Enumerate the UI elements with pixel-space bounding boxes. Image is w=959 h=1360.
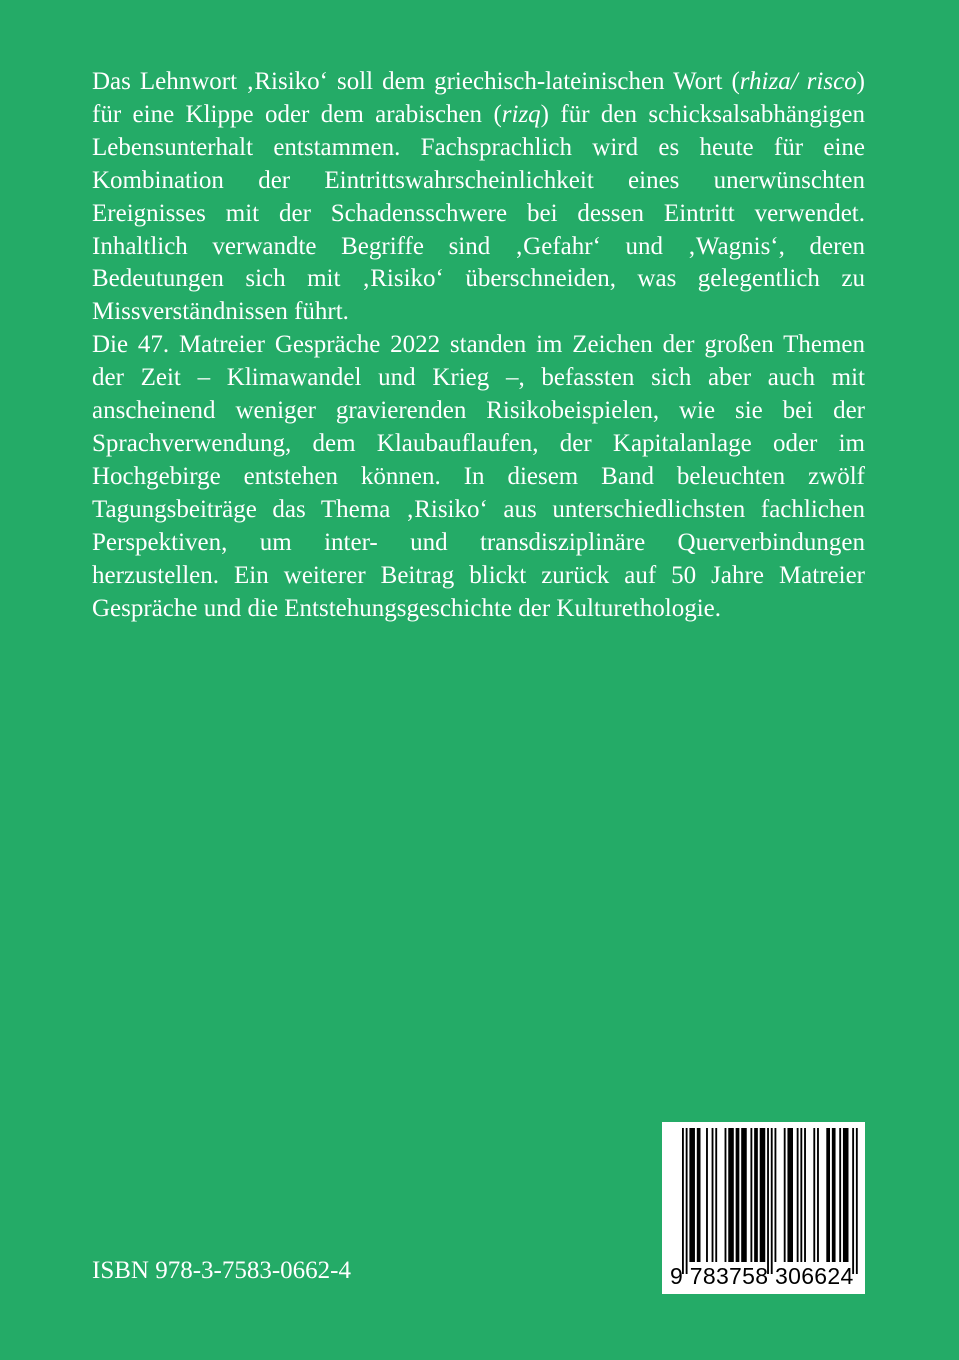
barcode-bar — [826, 1128, 830, 1262]
barcode-bar — [760, 1128, 766, 1262]
isbn-label: ISBN 978-3-7583-0662-4 — [92, 1257, 352, 1284]
barcode-bar — [852, 1128, 854, 1274]
barcode-bar — [771, 1128, 773, 1274]
barcode-bar — [712, 1128, 714, 1262]
barcode-digits: 9 783758 306624 — [670, 1263, 854, 1289]
barcode-bar — [787, 1128, 793, 1262]
barcode-bar — [832, 1128, 836, 1262]
barcode — [662, 1122, 865, 1294]
barcode-bar — [689, 1128, 695, 1262]
blurb-paragraph-1 — [92, 66, 865, 329]
barcode-bar — [804, 1128, 806, 1262]
barcode-bar — [856, 1128, 858, 1274]
blurb-text: ) für den schicksalsabhängigen Lebensunterhalt entstammen. Fachsprachlich wird es heute für eine Kombination der Eintrittswahrscheinlichkeit eines unerwünschten Ereignisses mit der Schadensschwere bei dessen Eintritt verwendet. Inhaltlich verwandte Begriffe sind ‚Gefahr‘ und ‚Wagnis‘, deren Bedeutungen sich mit ‚Risiko‘ überschneiden, was gelegentlich zu Missverständnissen führt. — [92, 100, 865, 326]
blurb-text: ) für eine Klippe oder dem arabischen ( — [92, 68, 865, 128]
barcode-bar — [725, 1128, 727, 1262]
back-cover-blurb — [92, 66, 865, 625]
barcode-bar — [797, 1128, 799, 1262]
barcode-bar — [839, 1128, 841, 1262]
barcode-bar — [767, 1128, 769, 1274]
barcode-bar — [697, 1128, 701, 1262]
barcode-bar — [813, 1128, 815, 1262]
barcode-bar — [754, 1128, 758, 1262]
barcode-bar — [728, 1128, 734, 1262]
barcode-bar — [784, 1128, 786, 1262]
barcode-bar — [682, 1128, 684, 1274]
barcode-bar — [843, 1128, 849, 1262]
blurb-text: Das Lehnwort ‚Risiko‘ soll dem griechisch-lateinischen Wort ( — [92, 68, 740, 95]
blurb-italic-term: rizq — [501, 100, 541, 128]
barcode-bar — [800, 1128, 802, 1262]
barcode-bar — [817, 1128, 819, 1262]
barcode-bar — [715, 1128, 717, 1262]
barcode-bar — [736, 1128, 740, 1262]
blurb-paragraph-2: Die 47. Matreier Gespräche 2022 standen im Zeichen der großen Themen der Zeit – Klimawandel und Krieg –, befassten sich aber auch mit anscheinend weniger gravierenden Risikobeispielen, wie sie bei der Sprachverwendung, dem Klaubauflaufen, der Kapitalanlage oder im Hochgebirge entstehen können. In diesem Band beleuchten zwölf Tagungsbeiträge das Thema ‚Risiko‘ aus unterschiedlichsten fachlichen Perspektiven, um inter- und transdisziplinäre Querverbindungen herzustellen. Ein weiterer Beitrag blickt zurück auf 50 Jahre Matreier Gespräche und die Entstehungsgeschichte der Kulturethologie. — [92, 331, 865, 622]
barcode-bar — [706, 1128, 708, 1262]
blurb-italic-term: rhiza/ risco — [739, 68, 857, 95]
barcode-bar — [750, 1128, 752, 1262]
barcode-bar — [686, 1128, 688, 1274]
barcode-bar — [741, 1128, 747, 1262]
barcode-bar — [775, 1128, 777, 1262]
